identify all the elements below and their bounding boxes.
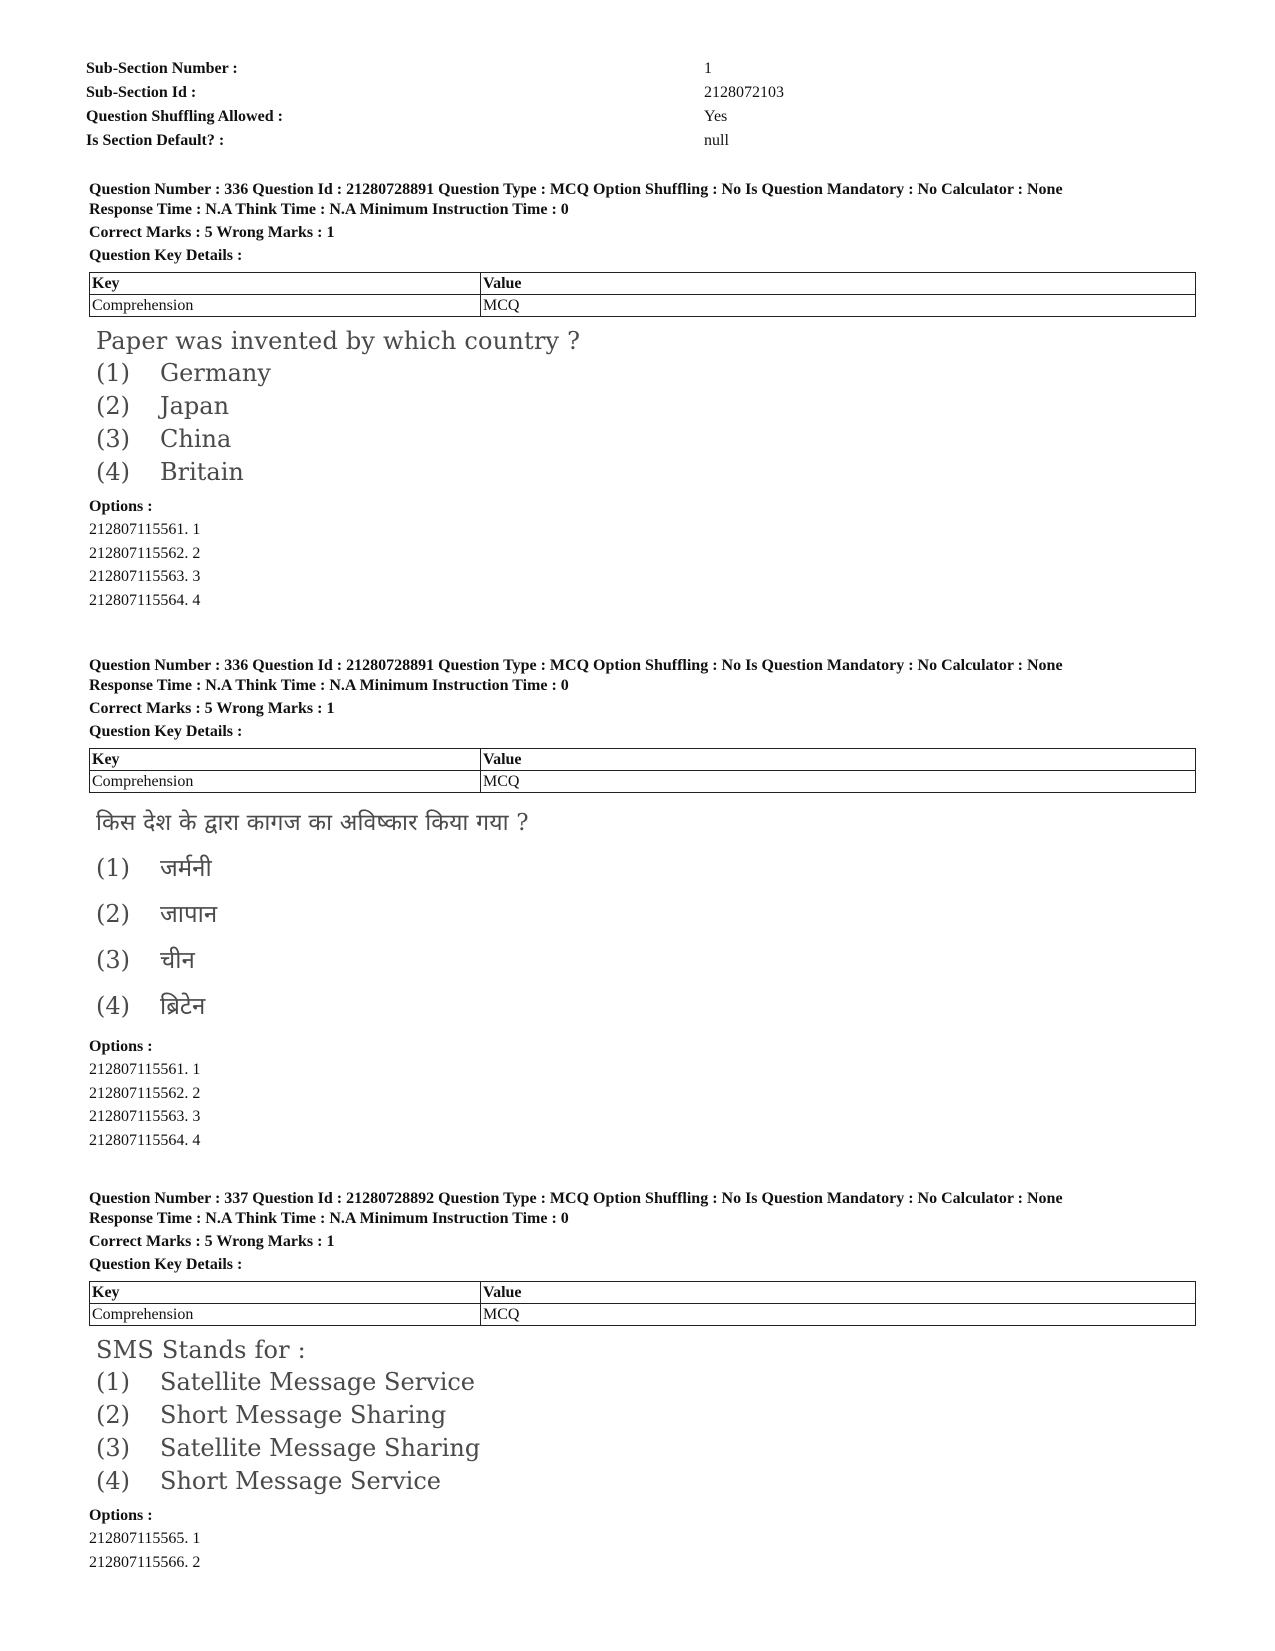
choice-text: Britain <box>160 458 244 486</box>
table-header-key: Key <box>90 1282 481 1304</box>
question-image <box>96 1334 1199 1498</box>
options-list <box>89 495 1199 612</box>
table-cell-key: Comprehension <box>90 1304 481 1326</box>
subsection-key: Question Shuffling Allowed : <box>86 108 283 125</box>
question-block <box>89 656 1199 1152</box>
options-label: Options : <box>89 1038 153 1055</box>
choice-text: Short Message Sharing <box>160 1401 447 1429</box>
question-marks: Correct Marks : 5 Wrong Marks : 1 <box>89 700 335 717</box>
subsection-row <box>86 81 1186 105</box>
choice-number: (3) <box>96 1434 130 1462</box>
table-header-row <box>90 1282 1196 1304</box>
table-cell-value: MCQ <box>481 295 1196 317</box>
choice-number: (2) <box>96 900 130 928</box>
options-label: Options : <box>89 1507 153 1524</box>
options-list <box>89 1035 1199 1152</box>
choice-number: (4) <box>96 1467 130 1495</box>
option-item: 212807115565. 1 <box>89 1530 201 1547</box>
choice-item <box>96 390 1199 423</box>
table-cell-value: MCQ <box>481 771 1196 793</box>
question-meta-line: Question Number : 336 Question Id : 21280728891 Question Type : MCQ Option Shuffling : No Is Question Mandatory : No Calculator : None <box>89 181 1063 198</box>
key-details-table <box>89 272 1196 317</box>
table-header-row <box>90 749 1196 771</box>
subsection-key: Is Section Default? : <box>86 132 225 149</box>
question-marks: Correct Marks : 5 Wrong Marks : 1 <box>89 224 335 241</box>
choice-text: Satellite Message Sharing <box>160 1434 481 1462</box>
question-timing-line: Response Time : N.A Think Time : N.A Minimum Instruction Time : 0 <box>89 1210 569 1227</box>
option-item: 212807115563. 3 <box>89 568 201 585</box>
option-item: 212807115566. 2 <box>89 1553 201 1571</box>
choice-item <box>96 937 1199 983</box>
choice-text: Short Message Service <box>160 1467 442 1495</box>
question-meta-line: Question Number : 336 Question Id : 21280728891 Question Type : MCQ Option Shuffling : No Is Question Mandatory : No Calculator : None <box>89 657 1063 674</box>
question-image <box>96 801 1199 1029</box>
table-row <box>90 771 1196 793</box>
choice-number: (1) <box>96 1368 130 1396</box>
question-block <box>89 180 1199 612</box>
subsection-value: 2128072103 <box>704 84 784 101</box>
options-list <box>89 1504 1199 1574</box>
choice-item <box>96 423 1199 456</box>
subsection-value: Yes <box>704 108 728 125</box>
question-key-details-label: Question Key Details : <box>89 1256 243 1273</box>
choice-number: (4) <box>96 458 130 486</box>
question-image <box>96 325 1199 489</box>
choice-text: चीन <box>160 946 195 974</box>
question-timing-line: Response Time : N.A Think Time : N.A Minimum Instruction Time : 0 <box>89 677 569 694</box>
choice-text: जापान <box>160 900 218 928</box>
option-item: 212807115562. 2 <box>89 1084 201 1102</box>
choice-text: Germany <box>160 359 271 387</box>
choice-text: जर्मनी <box>160 854 212 882</box>
choice-text: ब्रिटेन <box>160 992 206 1020</box>
option-item: 212807115562. 2 <box>89 544 201 562</box>
question-timing-line: Response Time : N.A Think Time : N.A Minimum Instruction Time : 0 <box>89 201 569 218</box>
choice-number: (1) <box>96 359 130 387</box>
table-cell-value: MCQ <box>481 1304 1196 1326</box>
option-item: 212807115564. 4 <box>89 591 201 609</box>
question-key-details-label: Question Key Details : <box>89 723 243 740</box>
key-details-table <box>89 748 1196 793</box>
question-key-details-label: Question Key Details : <box>89 247 243 264</box>
question-block <box>89 1189 1199 1574</box>
question-marks: Correct Marks : 5 Wrong Marks : 1 <box>89 1233 335 1250</box>
subsection-key: Sub-Section Id : <box>86 84 197 101</box>
choice-number: (2) <box>96 392 130 420</box>
table-row <box>90 1304 1196 1326</box>
question-text: SMS Stands for : <box>96 1336 306 1364</box>
table-header-value: Value <box>481 1282 1196 1304</box>
subsection-key: Sub-Section Number : <box>86 60 238 77</box>
choice-item <box>96 1399 1199 1432</box>
choice-text: Japan <box>160 392 230 420</box>
choice-text: Satellite Message Service <box>160 1368 476 1396</box>
choice-item <box>96 1432 1199 1465</box>
choice-item <box>96 1465 1199 1498</box>
subsection-value: null <box>704 132 729 149</box>
option-item: 212807115561. 1 <box>89 521 201 538</box>
table-header-row <box>90 273 1196 295</box>
choice-item <box>96 357 1199 390</box>
question-text: Paper was invented by which country ? <box>96 327 581 355</box>
option-item: 212807115563. 3 <box>89 1108 201 1125</box>
options-label: Options : <box>89 498 153 515</box>
subsection-row <box>86 129 1186 153</box>
choice-item <box>96 983 1199 1029</box>
table-header-key: Key <box>90 273 481 295</box>
table-header-key: Key <box>90 749 481 771</box>
choice-number: (3) <box>96 946 130 974</box>
option-item: 212807115561. 1 <box>89 1061 201 1078</box>
table-row <box>90 295 1196 317</box>
subsection-value: 1 <box>704 60 712 77</box>
choice-item <box>96 891 1199 937</box>
table-header-value: Value <box>481 749 1196 771</box>
option-item: 212807115564. 4 <box>89 1131 201 1149</box>
question-text: किस देश के द्वारा कागज का अविष्कार किया गया ? <box>96 810 529 836</box>
key-details-table <box>89 1281 1196 1326</box>
choice-number: (4) <box>96 992 130 1020</box>
question-meta-line: Question Number : 337 Question Id : 21280728892 Question Type : MCQ Option Shuffling : No Is Question Mandatory : No Calculator : None <box>89 1190 1063 1207</box>
table-cell-key: Comprehension <box>90 295 481 317</box>
subsection-row <box>86 57 1186 81</box>
choice-text: China <box>160 425 232 453</box>
subsection-row <box>86 105 1186 129</box>
table-header-value: Value <box>481 273 1196 295</box>
choice-item <box>96 845 1199 891</box>
table-cell-key: Comprehension <box>90 771 481 793</box>
choice-number: (2) <box>96 1401 130 1429</box>
choice-number: (3) <box>96 425 130 453</box>
choice-number: (1) <box>96 854 130 882</box>
choice-item <box>96 456 1199 489</box>
subsection-info <box>86 57 1186 153</box>
choice-item <box>96 1366 1199 1399</box>
